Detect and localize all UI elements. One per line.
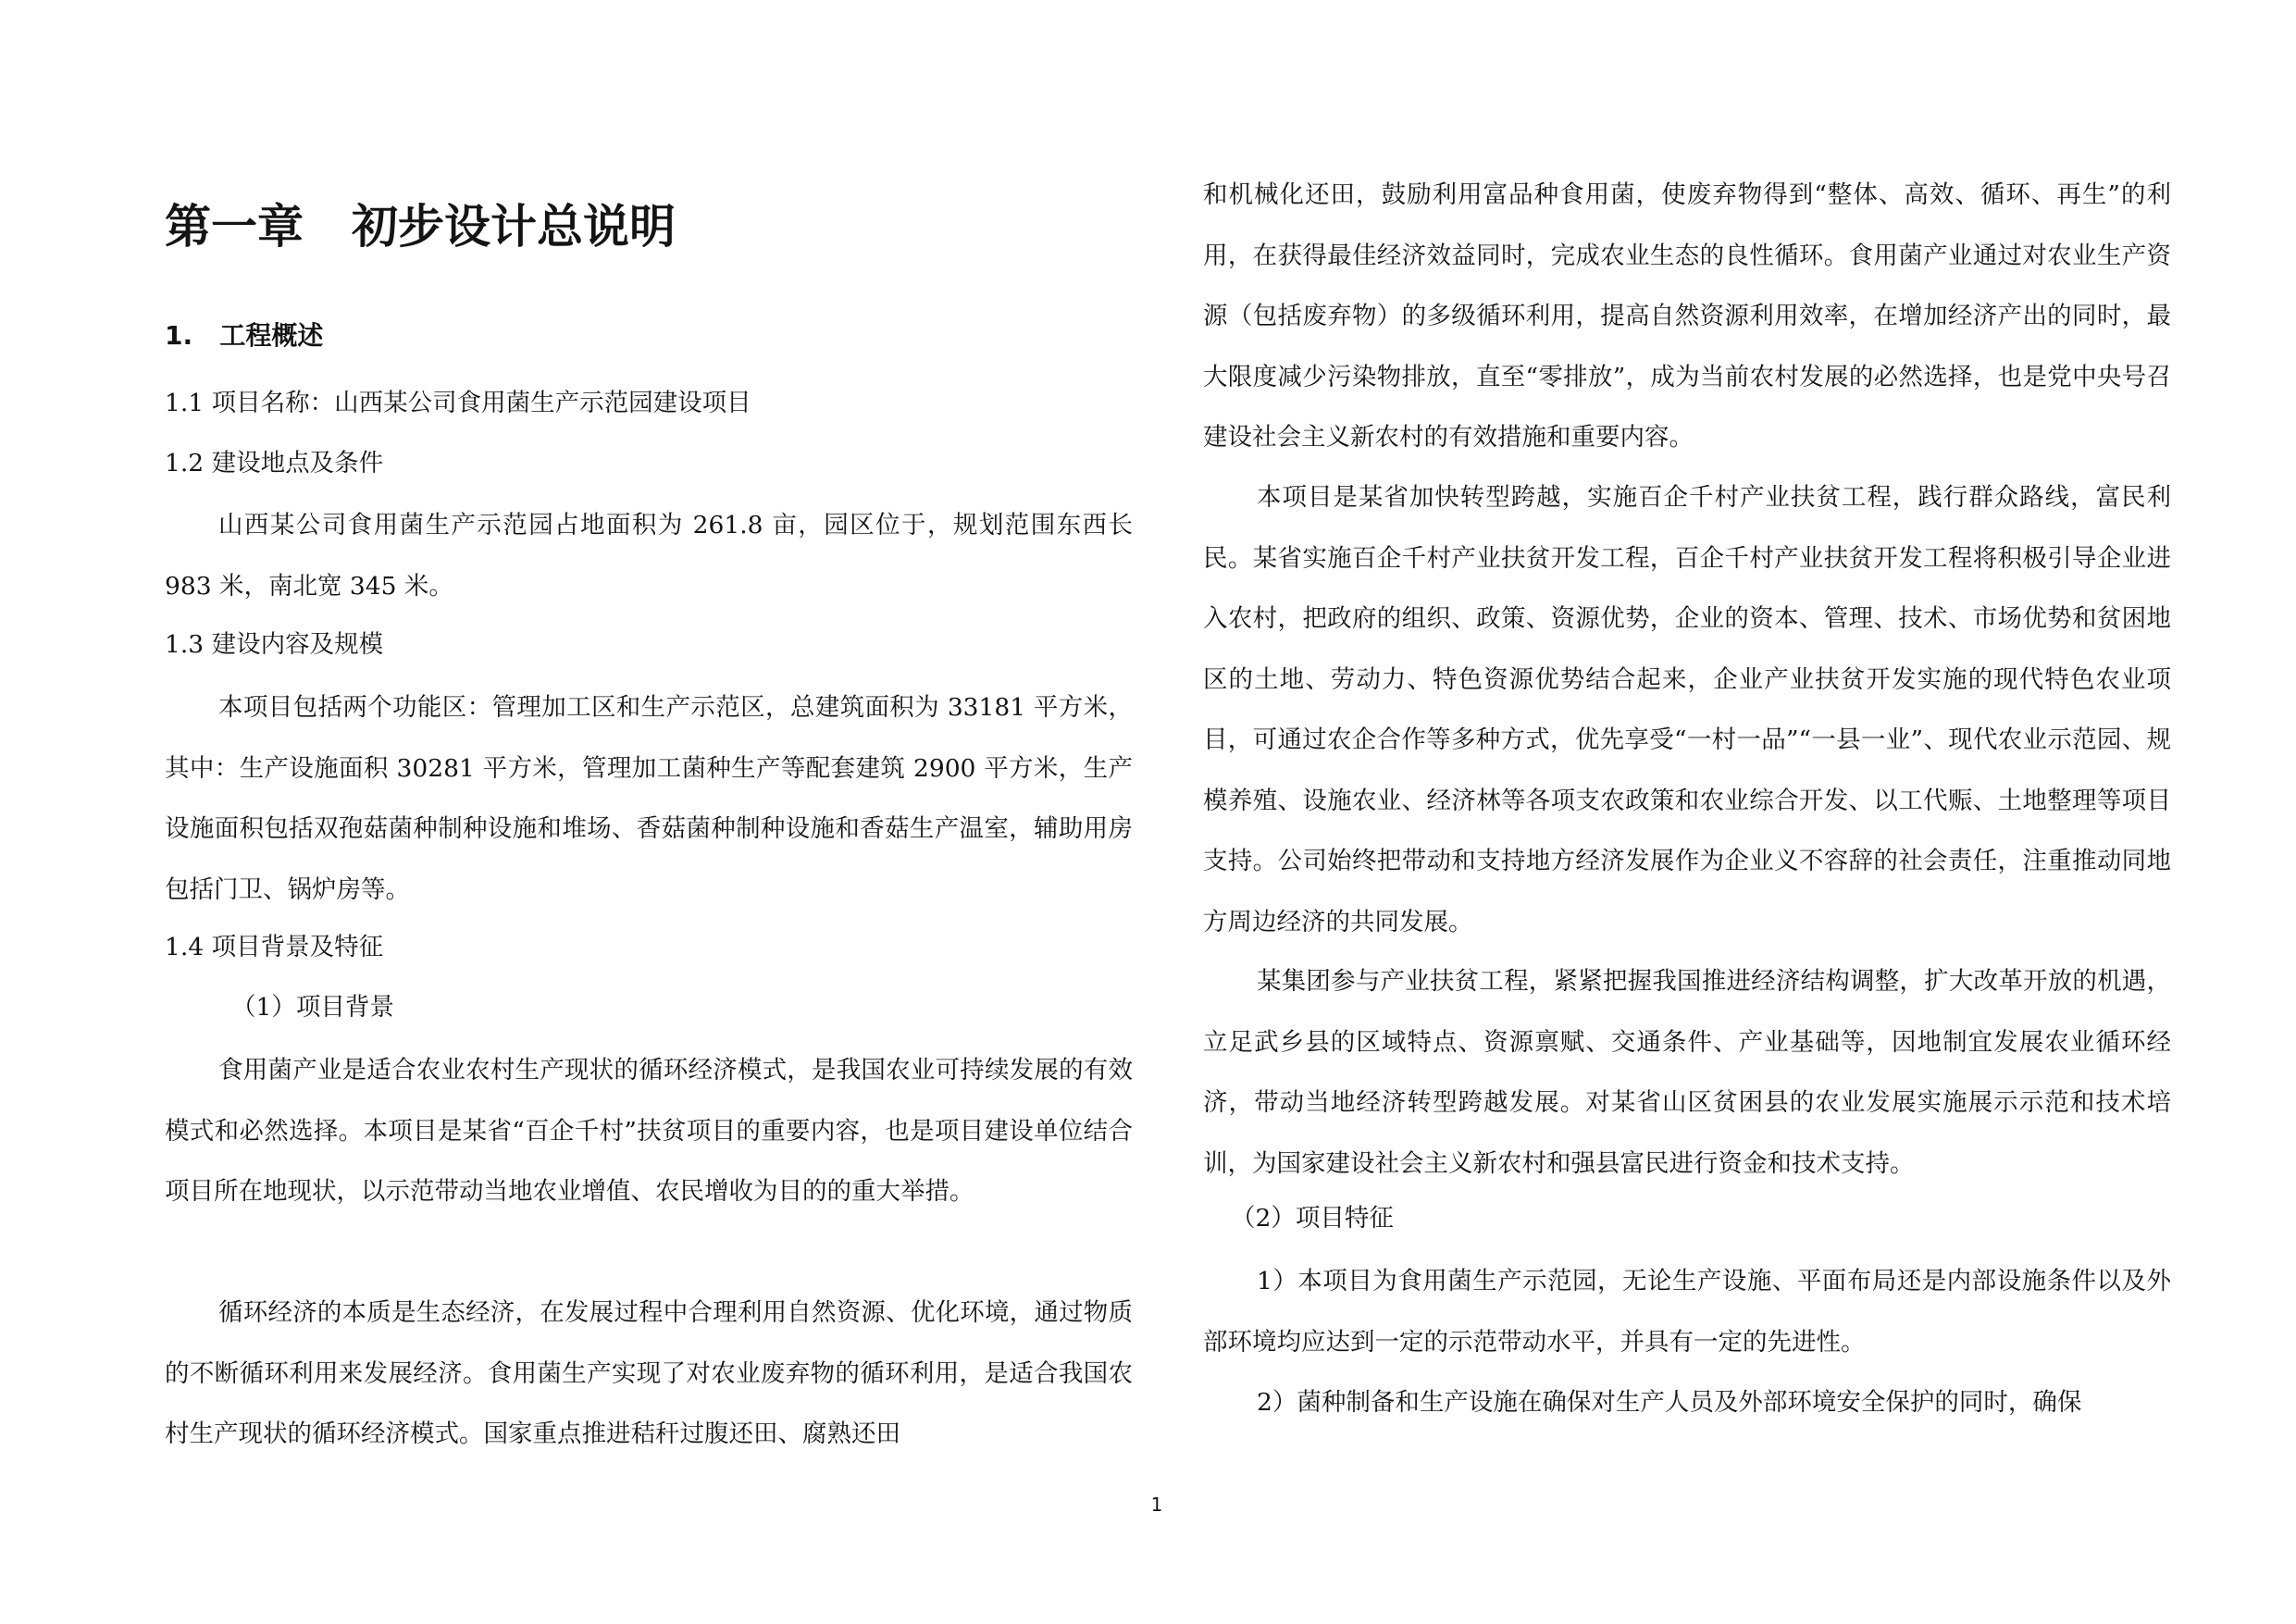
feature-item-2: 2）菌种制备和生产设施在确保对生产人员及外部环境安全保护的同时，确保: [1257, 1388, 2082, 1417]
scope-paragraph: 本项目包括两个功能区：管理加工区和生产示范区，总建筑面积为 33181 平方米，其中：生产设施面积 30281 平方米，管理加工菌种生产等配套建筑 2900 平方米，生产设施面积包括双孢菇菌种制种设施和堆场、香菇菌种制种设施和香菇生产温室，辅助用房包括门卫、锅炉房等。: [165, 693, 1133, 904]
background-paragraph-4: 某集团参与产业扶贫工程，紧紧把握我国推进经济结构调整，扩大改革开放的机遇，立足武乡县的区域特点、资源禀赋、交通条件、产业基础等，因地制宜发展农业循环经济，带动当地经济转型跨越发展。对某省山区贫困县的农业发展实施展示示范和技术培训，为国家建设社会主义新农村和强县富民进行资金和技术支持。: [1203, 967, 2171, 1178]
background-paragraph-1: 食用菌产业是适合农业农村生产现状的循环经济模式，是我国农业可持续发展的有效模式和必然选择。本项目是某省“百企千村”扶贫项目的重要内容，也是项目建设单位结合项目所在地现状，以示范带动当地农业增值、农民增收为目的的重大举措。: [165, 1056, 1133, 1206]
feature-item-1: 1）本项目为食用菌生产示范园，无论生产设施、平面布局还是内部设施条件以及外部环境均应达到一定的示范带动水平，并具有一定的先进性。: [1203, 1267, 2171, 1357]
features-subheading: （2）项目特征: [1231, 1204, 1394, 1233]
background-paragraph-3: 本项目是某省加快转型跨越，实施百企千村产业扶贫工程，践行群众路线，富民利民。某省实施百企千村产业扶贫开发工程，百企千村产业扶贫开发工程将积极引导企业进入农村，把政府的组织、政策、资源优势，企业的资本、管理、技术、市场优势和贫困地区的土地、劳动力、特色资源优势结合起来，企业产业扶贫开发实施的现代特色农业项目，可通过农企合作等多种方式，优先享受“一村一品”“一县一业”、现代农业示范园、规模养殖、设施农业、经济林等各项支农政策和农业综合开发、以工代赈、土地整理等项目支持。公司始终把带动和支持地方经济发展作为企业义不容辞的社会责任，注重推动同地方周边经济的共同发展。: [1203, 483, 2171, 936]
subsection-heading-background: 1.4 项目背景及特征: [165, 933, 384, 961]
background-paragraph-2-continued: 和机械化还田，鼓励利用富品种食用菌，使废弃物得到“整体、高效、循环、再生”的利用，在获得最佳经济效益同时，完成农业生态的良性循环。食用菌产业通过对农业生产资源（包括废弃物）的多级循环利用，提高自然资源利用效率，在增加经济产出的同时，最大限度减少污染物排放，直至“零排放”，成为当前农村发展的必然选择，也是党中央号召建设社会主义新农村的有效措施和重要内容。: [1203, 180, 2171, 452]
subsection-heading-location: 1.2 建设地点及条件: [165, 449, 384, 477]
subsection-heading-scope: 1.3 建设内容及规模: [165, 630, 384, 659]
chapter-title: [165, 194, 676, 259]
background-paragraph-2-start: 循环经济的本质是生态经济，在发展过程中合理利用自然资源、优化环境，通过物质的不断循环利用来发展经济。食用菌生产实现了对农业废弃物的循环利用，是适合我国农村生产现状的循环经济模式。国家重点推进秸秆过腹还田、腐熟还田: [165, 1298, 1133, 1448]
background-subheading: （1）项目背景: [231, 993, 394, 1022]
project-name-line: 1.1 项目名称：山西某公司食用菌生产示范园建设项目: [165, 389, 751, 417]
chapter-title-text: 初步设计总说明: [352, 200, 676, 254]
page-number: 1: [1150, 1494, 1163, 1516]
chapter-number: 第一章: [165, 200, 304, 254]
location-paragraph: 山西某公司食用菌生产示范园占地面积为 261.8 亩，园区位于，规划范围东西长 983 米，南北宽 345 米。: [165, 511, 1133, 601]
section-heading-engineering-overview: 1. 工程概述: [165, 320, 324, 351]
